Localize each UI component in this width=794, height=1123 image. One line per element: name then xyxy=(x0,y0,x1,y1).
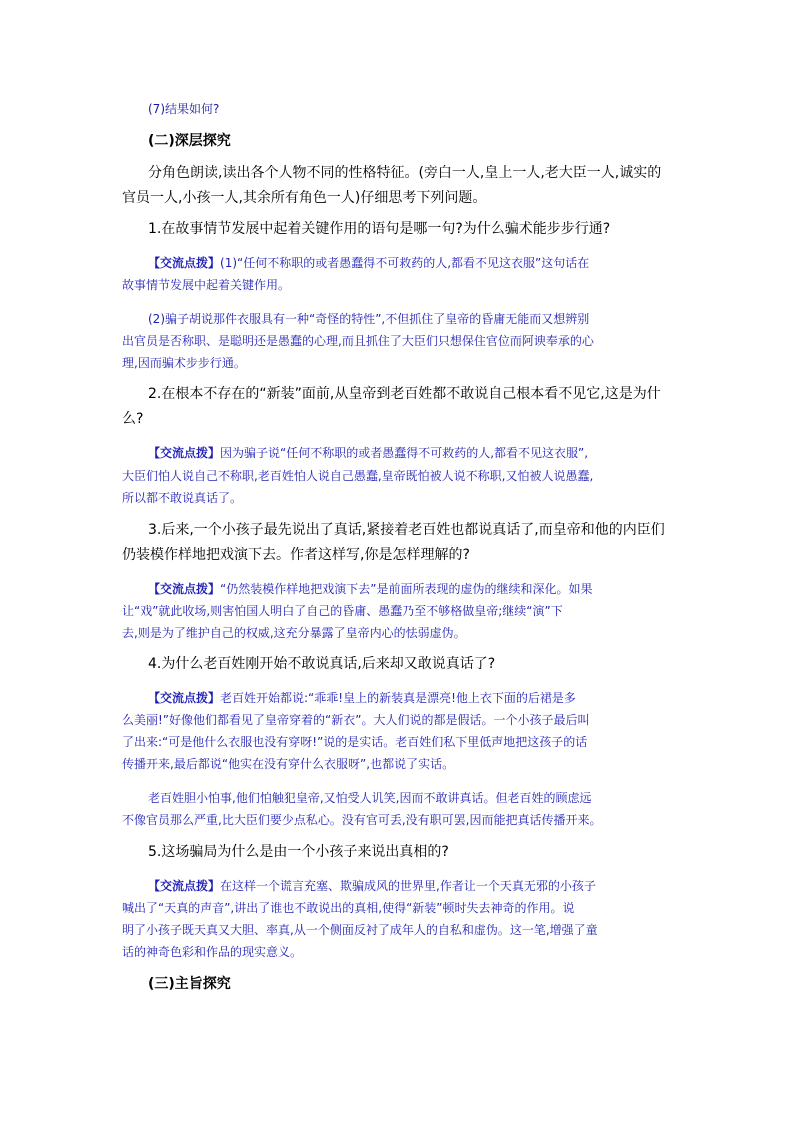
answer-5-line-1: 【交流点拨】在这样一个谎言充塞、欺骗成风的世界里,作者让一个天真无邪的小孩子 xyxy=(148,879,596,893)
question-2-line-2: 么? xyxy=(122,411,144,427)
answer-5-line-4: 话的神奇色彩和作品的现实意义。 xyxy=(122,945,303,959)
question-7: (7)结果如何? xyxy=(148,102,220,116)
answer-4a-line-4: 传播开来,最后都说“他实在没有穿什么衣服呀”,也都说了实话。 xyxy=(122,757,455,771)
section-heading-theme: (三)主旨探究 xyxy=(148,976,231,992)
answer-1a-line-1: 【交流点拨】(1)“任何不称职的或者愚蠢得不可救药的人,都看不见这衣服”这句话在 xyxy=(148,256,590,270)
answer-tag: 【交流点拨】 xyxy=(148,446,221,460)
answer-5-line-2: 喊出了“天真的声音”,讲出了谁也不敢说出的真相,使得“新装”顿时失去神奇的作用。说 xyxy=(122,901,575,915)
question-2-line-1: 2.在根本不存在的“新装”面前,从皇帝到老百姓都不敢说自己根本看不见它,这是为什 xyxy=(148,386,661,402)
answer-3-line-3: 去,则是为了维护自己的权威,这充分暴露了皇帝内心的怯弱虚伪。 xyxy=(122,626,466,640)
answer-4b-line-2: 不像官员那么严重,比大臣们要少点私心。没有官可丢,没有职可罢,因而能把真话传播开来。 xyxy=(122,813,602,827)
question-3-line-2: 仍装模作样地把戏演下去。作者这样写,你是怎样理解的? xyxy=(122,547,470,563)
answer-tag: 【交流点拨】 xyxy=(148,256,221,270)
answer-4a-line-2: 么美丽!”好像他们都看见了皇帝穿着的“新衣”。大人们说的都是假话。一个小孩子最后叫 xyxy=(122,713,590,727)
answer-1a-line-2: 故事情节发展中起着关键作用。 xyxy=(122,278,291,292)
intro-line-2: 官员一人,小孩一人,其余所有角色一人)仔细思考下列问题。 xyxy=(122,190,487,206)
answer-tag: 【交流点拨】 xyxy=(148,582,221,596)
answer-4b-line-1: 老百姓胆小怕事,他们怕触犯皇帝,又怕受人讥笑,因而不敢讲真话。但老百姓的顾虑远 xyxy=(148,791,592,805)
question-5: 5.这场骗局为什么是由一个小孩子来说出真相的? xyxy=(148,844,449,860)
answer-2-line-1: 【交流点拨】因为骗子说“任何不称职的或者愚蠢得不可救药的人,都看不见这衣服”, xyxy=(148,446,589,460)
answer-2-line-3: 所以都不敢说真话了。 xyxy=(122,491,243,505)
answer-5-line-3: 明了小孩子既天真又大胆、率真,从一个侧面反衬了成年人的自私和虚伪。这一笔,增强了童 xyxy=(122,923,598,937)
answer-1b-line-2: 出官员是否称职、是聪明还是愚蠢的心理,而且抓住了大臣们只想保住官位而阿谀奉承的心 xyxy=(122,334,594,348)
answer-4a-line-1: 【交流点拨】老百姓开始都说:“乖乖!皇上的新装真是漂亮!他上衣下面的后裙是多 xyxy=(148,691,576,705)
answer-tag: 【交流点拨】 xyxy=(148,691,221,705)
section-heading-deep: (二)深层探究 xyxy=(148,133,231,149)
answer-3-line-2: 让“戏”就此收场,则害怕国人明白了自己的昏庸、愚蠢乃至不够格做皇帝;继续“演”下 xyxy=(122,604,563,618)
answer-1b-line-3: 理,因而骗术步步行通。 xyxy=(122,356,246,370)
intro-line-1: 分角色朗读,读出各个人物不同的性格特征。(旁白一人,皇上一人,老大臣一人,诚实的 xyxy=(148,165,662,181)
question-4: 4.为什么老百姓刚开始不敢说真话,后来却又敢说真话了? xyxy=(148,656,496,672)
answer-1b-line-1: (2)骗子胡说那件衣服具有一种“奇怪的特性”,不但抓住了皇帝的昏庸无能而又想辨别 xyxy=(148,312,590,326)
question-3-line-1: 3.后来,一个小孩子最先说出了真话,紧接着老百姓也都说真话了,而皇帝和他的内臣们 xyxy=(148,522,665,538)
answer-2-line-2: 大臣们怕人说自己不称职,老百姓怕人说自己愚蠢,皇帝既怕被人说不称职,又怕被人说愚蠢, xyxy=(122,469,594,483)
answer-tag: 【交流点拨】 xyxy=(148,879,221,893)
question-1: 1.在故事情节发展中起着关键作用的语句是哪一句?为什么骗术能步步行通? xyxy=(148,221,611,237)
answer-4a-line-3: 了出来:“可是他什么衣服也没有穿呀!”说的是实话。老百姓们私下里低声地把这孩子的话 xyxy=(122,735,588,749)
answer-3-line-1: 【交流点拨】“仍然装模作样地把戏演下去”是前面所表现的虚伪的继续和深化。如果 xyxy=(148,582,593,596)
